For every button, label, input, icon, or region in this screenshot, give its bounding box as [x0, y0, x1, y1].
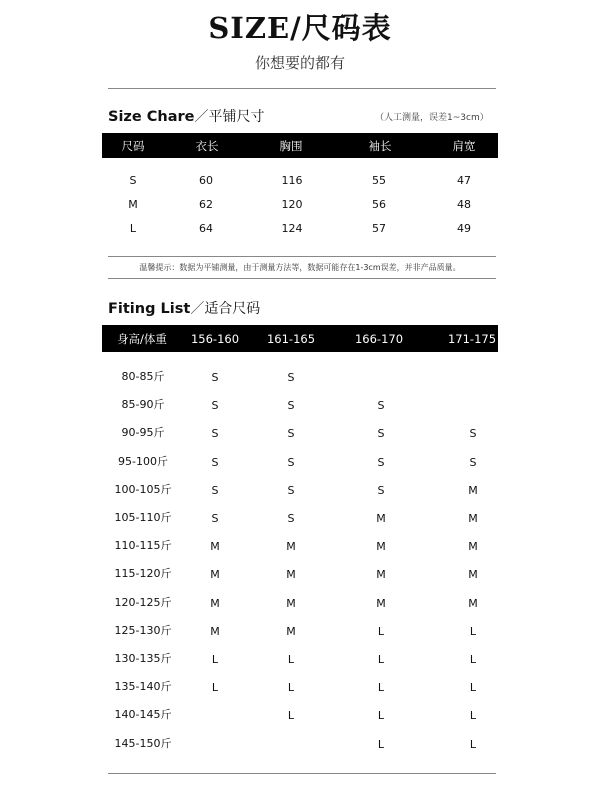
- size-label-cell: L: [129, 222, 137, 235]
- size-value-cell: 62: [199, 198, 213, 211]
- size-value-cell: 49: [457, 222, 471, 235]
- fit-size-cell: M: [286, 624, 296, 638]
- weight-range-label: 100-105斤: [114, 482, 172, 496]
- fit-size-cell: L: [287, 709, 295, 723]
- fit-size-cell: L: [469, 653, 477, 666]
- fit-size-cell: M: [210, 624, 220, 638]
- fit-size-cell: L: [377, 709, 385, 723]
- size-label-cell: M: [128, 198, 138, 211]
- fitting-list-title: [108, 298, 260, 318]
- size-chart-title: [108, 106, 264, 126]
- header-divider: [108, 88, 496, 89]
- fit-size-cell: M: [286, 568, 296, 582]
- page-subtitle: 你想要的都有: [254, 54, 345, 72]
- fit-size-cell: S: [287, 483, 295, 497]
- fitting-list-title-en: Fiting List: [108, 301, 191, 317]
- fit-size-cell: M: [286, 596, 296, 610]
- size-chart-slash: ／: [194, 109, 209, 125]
- fit-size-cell: S: [377, 455, 385, 469]
- size-value-cell: 60: [199, 174, 213, 187]
- fit-size-cell: S: [211, 455, 219, 469]
- size-value-cell: 124: [281, 222, 303, 235]
- size-col-header: 袖长: [368, 138, 392, 153]
- size-chart-footnote: 温馨提示：数据为平铺测量，由于测量方法等，数据可能存在1-3cm误差，并非产品质量。: [139, 263, 461, 272]
- size-value-cell: 55: [372, 174, 386, 187]
- fit-col-header: 身高/体重: [117, 331, 167, 346]
- weight-range-label: 125-130斤: [114, 623, 172, 637]
- fit-size-cell: S: [287, 399, 295, 413]
- weight-range-label: 135-140斤: [114, 680, 172, 694]
- fit-size-cell: L: [287, 681, 295, 695]
- fit-size-cell: L: [469, 709, 477, 723]
- size-col-header: 衣长: [195, 138, 219, 153]
- fit-size-cell: S: [211, 483, 219, 497]
- size-col-header: 尺码: [121, 138, 145, 153]
- fit-size-cell: S: [469, 427, 477, 441]
- fit-size-cell: S: [377, 427, 385, 441]
- fit-size-cell: S: [211, 512, 219, 525]
- fit-col-header: 161-165: [266, 331, 316, 346]
- fit-size-cell: S: [377, 399, 385, 413]
- fit-size-cell: L: [211, 653, 219, 666]
- weight-range-label: 80-85斤: [121, 370, 165, 383]
- fit-size-cell: M: [376, 540, 386, 554]
- size-value-cell: 116: [281, 174, 303, 187]
- fit-size-cell: M: [468, 568, 478, 582]
- fit-size-cell: S: [287, 427, 295, 441]
- fit-size-cell: L: [377, 737, 385, 751]
- weight-range-label: 85-90斤: [121, 398, 165, 412]
- size-col-header: 胸围: [279, 138, 303, 153]
- fit-size-cell: L: [377, 681, 385, 695]
- size-col-header: 肩宽: [452, 138, 476, 153]
- size-value-cell: 120: [281, 198, 303, 211]
- fitting-list-header-bar: [102, 325, 498, 352]
- fit-size-cell: M: [376, 512, 386, 525]
- fit-size-cell: S: [211, 399, 219, 413]
- weight-range-label: 105-110斤: [114, 511, 172, 524]
- size-value-cell: 56: [372, 198, 386, 211]
- fit-size-cell: M: [376, 596, 386, 610]
- fit-size-cell: L: [211, 681, 219, 695]
- fit-size-cell: S: [287, 371, 295, 384]
- size-chart-header-bar: [102, 133, 498, 158]
- fit-size-cell: S: [287, 455, 295, 469]
- size-chart-divider-bottom: [108, 278, 496, 279]
- fit-size-cell: S: [377, 483, 385, 497]
- size-chart-title-cn: 平铺尺寸: [208, 109, 265, 125]
- fit-size-cell: M: [210, 568, 220, 582]
- size-value-cell: 48: [457, 198, 471, 211]
- fit-size-cell: M: [376, 568, 386, 582]
- size-value-cell: 57: [372, 222, 386, 235]
- fitting-list-slash: ／: [190, 301, 205, 317]
- fit-col-header: 156-160: [190, 331, 240, 346]
- size-chart-title-en: Size Chare: [108, 109, 195, 125]
- weight-range-label: 95-100斤: [118, 454, 168, 468]
- fit-size-cell: M: [210, 596, 220, 610]
- fit-size-cell: M: [468, 483, 478, 497]
- size-value-cell: 47: [457, 174, 471, 187]
- fit-size-cell: L: [377, 624, 385, 638]
- fit-size-cell: S: [469, 455, 477, 469]
- fit-size-cell: S: [287, 512, 295, 525]
- size-chart-divider-top: [108, 256, 496, 257]
- weight-range-label: 90-95斤: [121, 426, 165, 440]
- fit-size-cell: S: [211, 371, 219, 384]
- page-title: SIZE/尺码表: [208, 11, 392, 45]
- fit-size-cell: L: [469, 681, 477, 695]
- fit-col-header: 166-170: [354, 331, 404, 346]
- fit-size-cell: S: [211, 427, 219, 441]
- fit-size-cell: M: [468, 512, 478, 525]
- bottom-divider: [108, 773, 496, 774]
- fit-size-cell: L: [377, 653, 385, 666]
- measure-note: （人工测量，误差1~3cm）: [375, 113, 489, 123]
- weight-range-label: 120-125斤: [114, 595, 172, 609]
- fit-size-cell: M: [286, 540, 296, 554]
- weight-range-label: 115-120斤: [114, 567, 172, 581]
- fitting-list-title-cn: 适合尺码: [204, 301, 261, 317]
- size-label-cell: S: [129, 174, 137, 187]
- size-value-cell: 64: [199, 222, 213, 235]
- weight-range-label: 110-115斤: [114, 539, 172, 553]
- weight-range-label: 145-150斤: [114, 736, 172, 750]
- weight-range-label: 130-135斤: [114, 652, 172, 665]
- fit-size-cell: M: [468, 540, 478, 554]
- fit-size-cell: L: [287, 653, 295, 666]
- fit-size-cell: L: [469, 737, 477, 751]
- fit-size-cell: M: [468, 596, 478, 610]
- weight-range-label: 140-145斤: [114, 708, 172, 722]
- fit-size-cell: L: [469, 624, 477, 638]
- fit-col-header: 171-175: [447, 331, 497, 346]
- fit-size-cell: M: [210, 540, 220, 554]
